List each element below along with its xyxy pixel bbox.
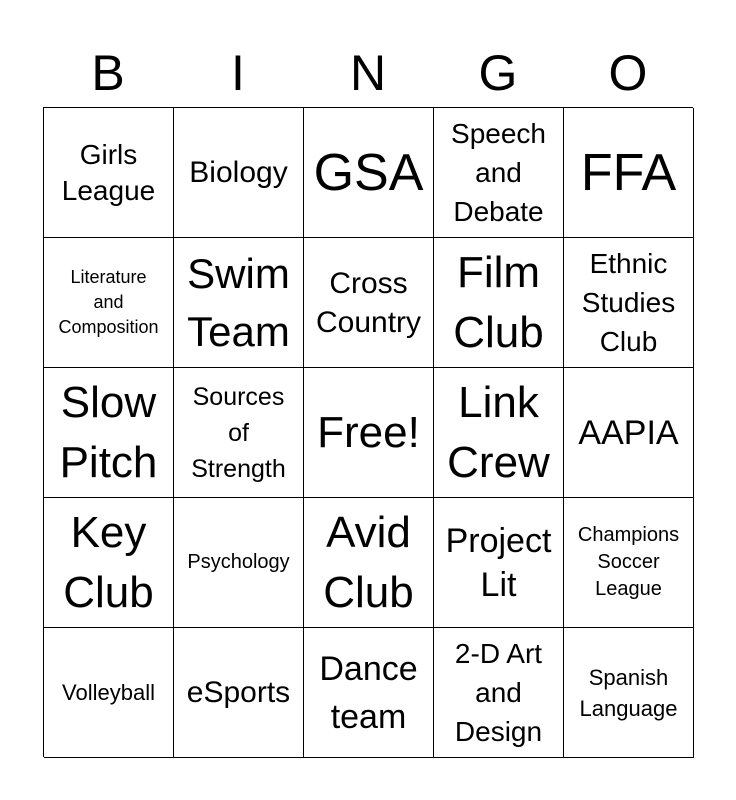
bingo-grid	[43, 107, 693, 757]
header-letter-i: I	[231, 45, 245, 101]
cell-text: Link Crew	[447, 377, 550, 487]
cell-text: Project Lit	[445, 521, 552, 604]
bingo-cell[interactable]	[44, 628, 174, 758]
bingo-cell[interactable]	[44, 498, 174, 628]
bingo-cell[interactable]	[564, 368, 694, 498]
header-letter-b: B	[91, 45, 125, 101]
cell-text: 2-D Art and Design	[454, 638, 543, 747]
bingo-cell[interactable]	[44, 238, 174, 368]
cell-text: Avid Club	[323, 507, 414, 617]
bingo-cell[interactable]	[304, 368, 434, 498]
bingo-cell[interactable]	[434, 368, 564, 498]
bingo-cell[interactable]	[434, 108, 564, 238]
cell-text: Champions Soccer League	[577, 524, 680, 600]
cell-text: Speech and Debate	[451, 118, 546, 227]
cell-text: Swim Team	[187, 249, 290, 355]
bingo-cell[interactable]	[434, 238, 564, 368]
bingo-cell[interactable]	[564, 628, 694, 758]
cell-text: Slow Pitch	[59, 377, 158, 487]
cell-text: Ethnic Studies Club	[581, 248, 676, 357]
header-letter-g: G	[478, 45, 518, 101]
cell-text: Volleyball	[62, 680, 155, 705]
bingo-cell[interactable]	[434, 628, 564, 758]
cell-text: AAPIA	[578, 413, 679, 452]
bingo-cell[interactable]	[44, 368, 174, 498]
cell-text: Free!	[317, 407, 420, 457]
cell-text: Psychology	[187, 551, 290, 573]
bingo-cell[interactable]	[174, 238, 304, 368]
cell-text: Girls League	[61, 138, 156, 206]
bingo-cell[interactable]	[304, 238, 434, 368]
cell-text: eSports	[186, 676, 291, 709]
bingo-header	[43, 44, 693, 102]
cell-text: Literature and Composition	[58, 267, 159, 337]
cell-text: FFA	[580, 143, 677, 202]
cell-text: GSA	[313, 143, 424, 202]
bingo-cell[interactable]	[304, 498, 434, 628]
bingo-cell[interactable]	[564, 238, 694, 368]
cell-text: Film Club	[453, 247, 544, 357]
bingo-cell[interactable]	[174, 108, 304, 238]
bingo-cell[interactable]	[564, 108, 694, 238]
bingo-cell[interactable]	[174, 498, 304, 628]
cell-text: Key Club	[63, 507, 154, 617]
header-letter-o: O	[608, 45, 648, 101]
bingo-cell[interactable]	[174, 368, 304, 498]
cell-text: Spanish Language	[579, 664, 678, 721]
bingo-cell[interactable]	[174, 628, 304, 758]
bingo-cell[interactable]	[564, 498, 694, 628]
header-letter-n: N	[349, 45, 387, 101]
bingo-cell[interactable]	[304, 108, 434, 238]
bingo-cell[interactable]	[44, 108, 174, 238]
cell-text: Cross Country	[315, 266, 422, 339]
cell-text: Biology	[189, 156, 288, 189]
bingo-cell[interactable]	[304, 628, 434, 758]
cell-text: Dance team	[319, 649, 418, 736]
bingo-cell[interactable]	[434, 498, 564, 628]
cell-text: Sources of Strength	[191, 382, 286, 483]
